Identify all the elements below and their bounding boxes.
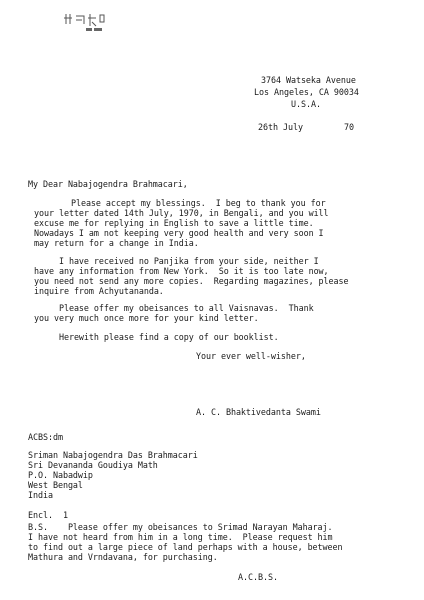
postscript-line-1: B.S. Please offer my obeisances to Srimad Narayan Maharaj.	[28, 522, 333, 532]
signature-name: A. C. Bhaktivedanta Swami	[196, 407, 321, 417]
paragraph-1-line-4: Nowadays I am not keeping very good health and very soon I	[34, 228, 324, 238]
recipient-line-4: West Bengal	[28, 480, 83, 490]
postscript-line-4: Mathura and Vrndavana, for purchasing.	[28, 552, 218, 562]
postscript-line-3: to find out a large piece of land perhaps with a house, between	[28, 542, 343, 552]
paragraph-4: Herewith please find a copy of our booklist.	[34, 332, 279, 342]
paragraph-2-line-1: I have received no Panjika from your side, neither I	[34, 256, 319, 266]
paragraph-2-line-3: you need not send any more copies. Regarding magazines, please	[34, 276, 349, 286]
archive-stamp-mark	[62, 10, 106, 36]
paragraph-2-line-4: inquire from Achyutananda.	[34, 286, 164, 296]
paragraph-1-line-1: Please accept my blessings. I beg to thank you for	[46, 198, 326, 208]
paragraph-2-line-2: have any information from New York. So it is too late now,	[34, 266, 329, 276]
reference-initials: ACBS:dm	[28, 432, 63, 442]
letter-year: 70	[344, 122, 354, 132]
letter-date: 26th July	[258, 122, 303, 132]
paragraph-1-line-5: may return for a change in India.	[34, 238, 199, 248]
sender-address-line-2: Los Angeles, CA 90034	[254, 87, 359, 97]
paragraph-3-line-1: Please offer my obeisances to all Vaisnavas. Thank	[34, 303, 314, 313]
sender-address-line-1: 3764 Watseka Avenue	[261, 75, 356, 85]
postscript-signature: A.C.B.S.	[238, 572, 278, 582]
paragraph-1-line-2: your letter dated 14th July, 1970, in Bengali, and you will	[34, 208, 329, 218]
recipient-line-5: India	[28, 490, 53, 500]
closing: Your ever well-wisher,	[196, 351, 306, 361]
enclosure-note: Encl. 1	[28, 510, 68, 520]
recipient-line-3: P.O. Nabadwip	[28, 470, 93, 480]
paragraph-3-line-2: you very much once more for your kind letter.	[34, 313, 259, 323]
paragraph-1-line-3: excuse me for replying in English to save a little time.	[34, 218, 314, 228]
postscript-line-2: I have not heard from him in a long time. Please request him	[28, 532, 333, 542]
recipient-line-2: Sri Devananda Goudiya Math	[28, 460, 158, 470]
sender-address-line-3: U.S.A.	[291, 99, 321, 109]
salutation: My Dear Nabajogendra Brahmacari,	[28, 179, 188, 189]
recipient-line-1: Sriman Nabajogendra Das Brahmacari	[28, 450, 198, 460]
